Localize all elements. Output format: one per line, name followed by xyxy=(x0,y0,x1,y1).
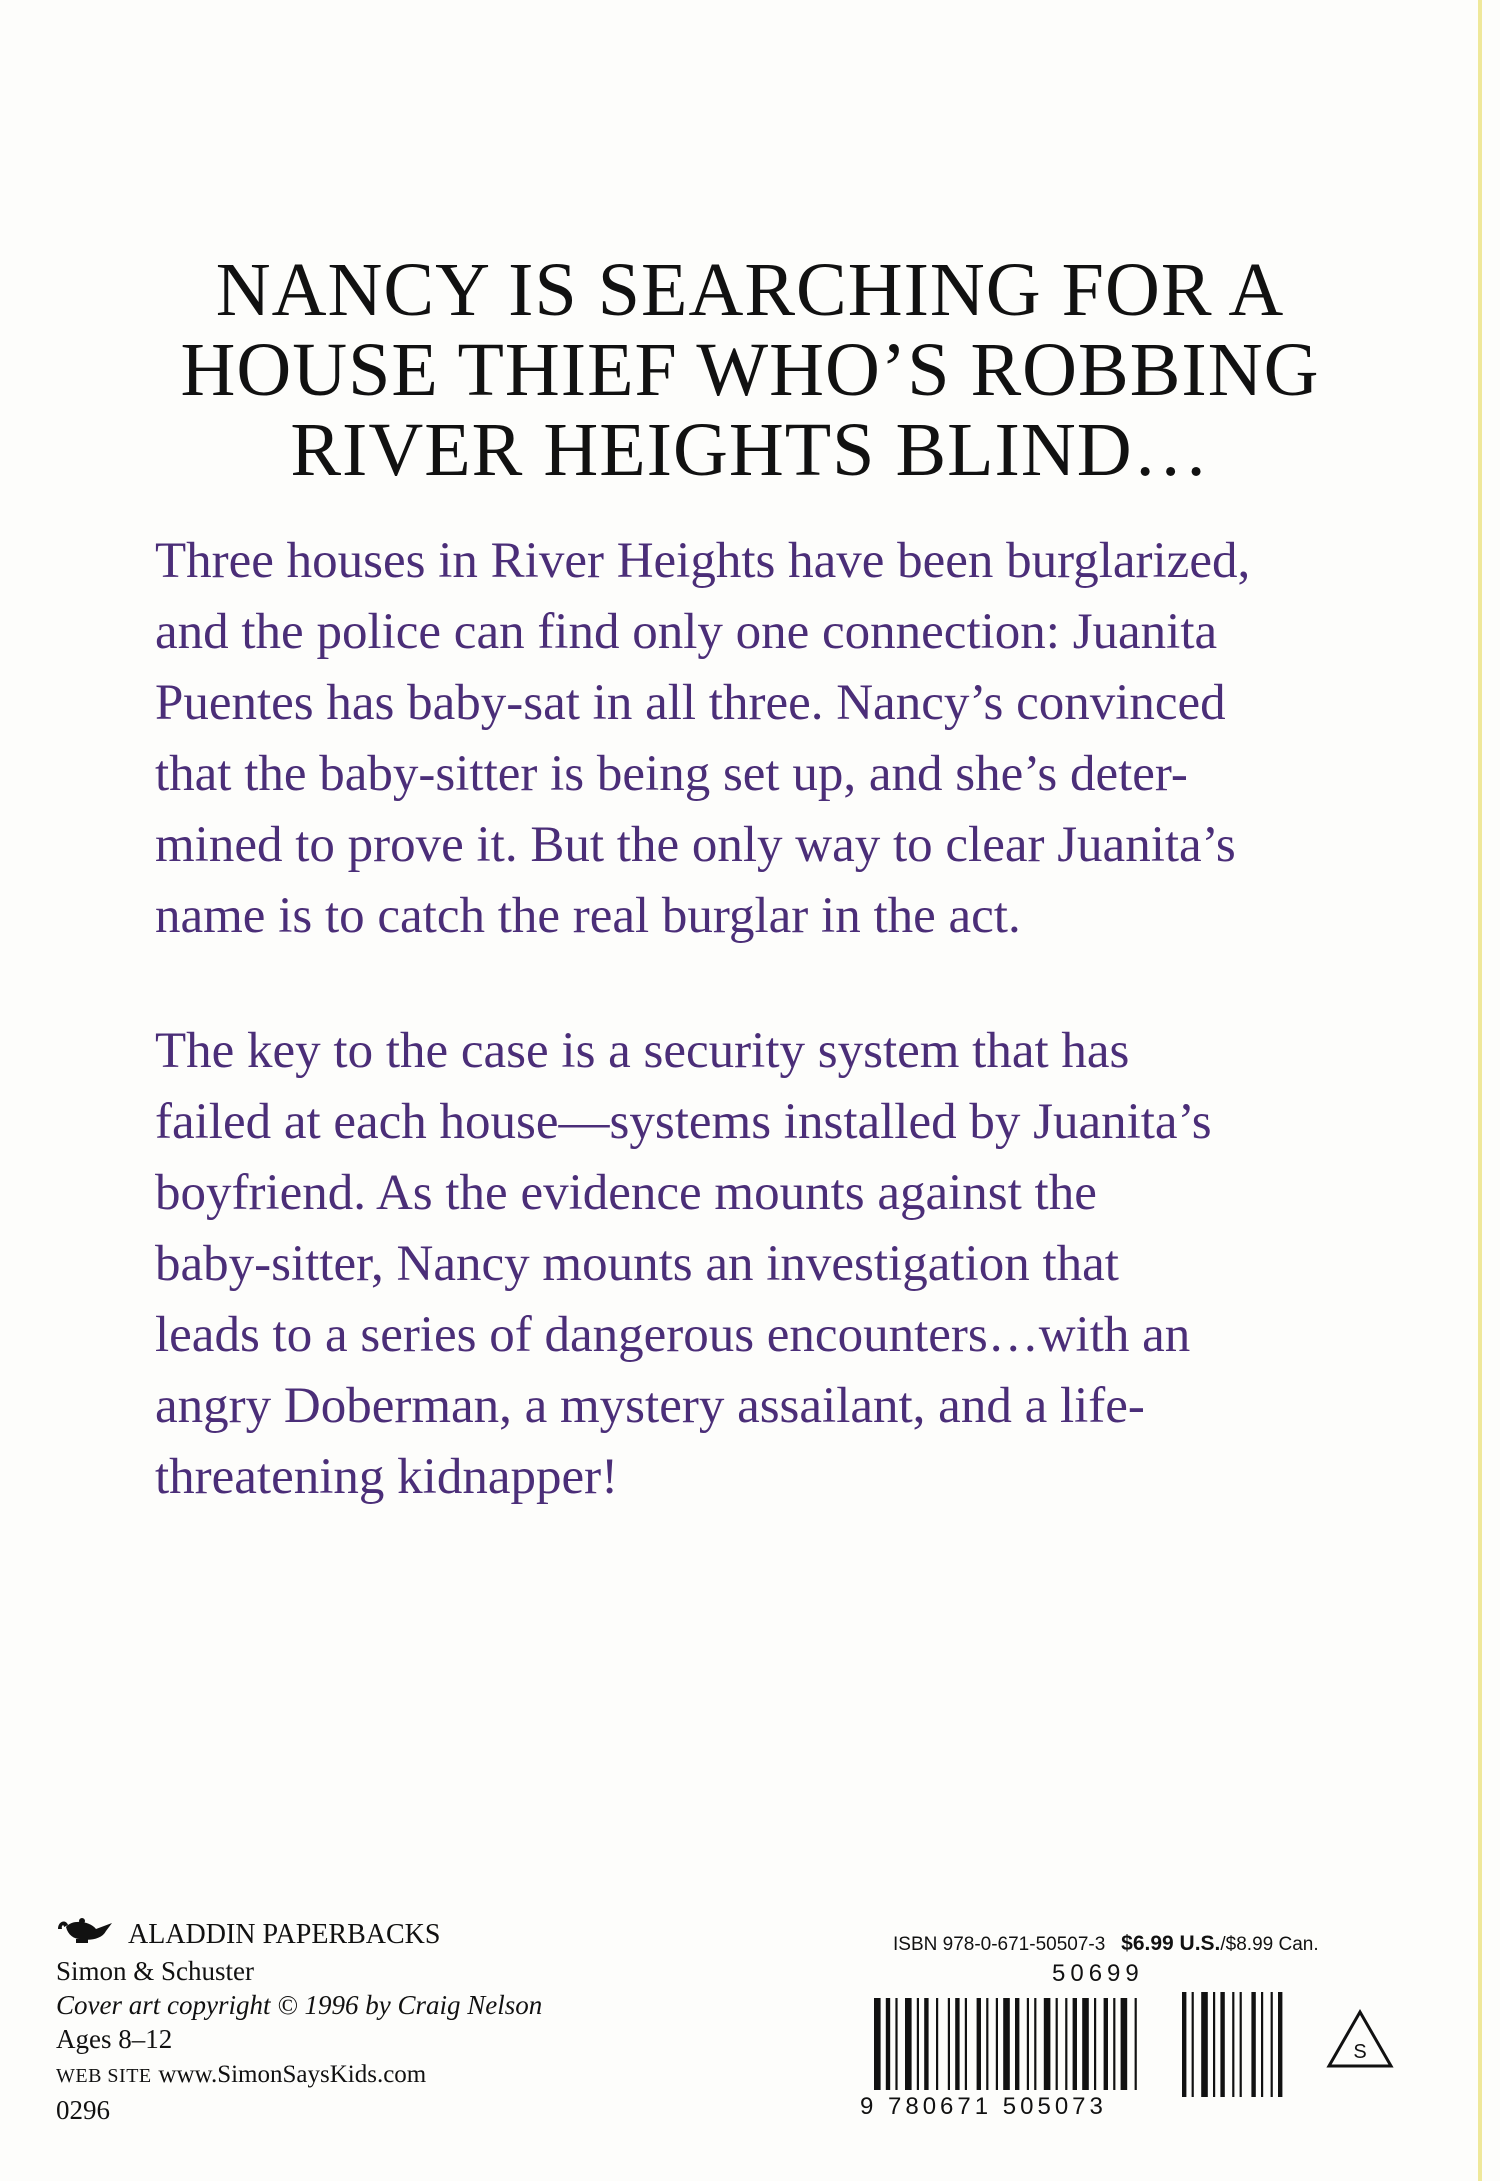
supplement-bar xyxy=(1240,1992,1242,2097)
supplement-bar xyxy=(1213,1992,1215,2097)
supplement-bar xyxy=(1201,1992,1208,2097)
supplement-bar xyxy=(1278,1992,1282,2097)
barcode-bar xyxy=(1113,1998,1115,2090)
publisher-row xyxy=(56,1915,676,1954)
headline-line: NANCY IS SEARCHING FOR A xyxy=(215,248,1285,332)
text-line: Three houses in River Heights have been burglarized, xyxy=(155,533,1251,589)
text-line: failed at each house—systems installed by Juanita’s xyxy=(155,1094,1212,1150)
triangle-letter: S xyxy=(1353,2041,1367,2063)
price-can: /$8.99 Can. xyxy=(1220,1934,1319,1955)
supplement-digits: 50699 xyxy=(1052,1960,1144,1987)
barcode-bar xyxy=(986,1998,988,2090)
cover-edge-stripe xyxy=(1478,0,1482,2181)
barcode-bar xyxy=(936,1998,938,2090)
barcode-block xyxy=(860,1960,1420,2120)
text-line: that the baby-sitter is being set up, and she’s deter- xyxy=(155,746,1188,802)
barcode-bar xyxy=(886,1998,890,2090)
barcode-bar xyxy=(977,1998,981,2090)
supplement-bar xyxy=(1220,1992,1224,2097)
age-range: Ages 8–12 xyxy=(56,2024,173,2054)
price-us: $6.99 U.S. xyxy=(1121,1932,1221,1955)
supplement-bar xyxy=(1192,1992,1194,2097)
publisher-name: ALADDIN PAPERBACKS xyxy=(128,1918,441,1950)
barcode-bar xyxy=(917,1998,919,2090)
barcode-bar xyxy=(1073,1998,1077,2090)
supplement-bar xyxy=(1271,1992,1273,2097)
barcode-bar xyxy=(1121,1998,1128,2090)
barcode-bar xyxy=(1104,1998,1108,2090)
supplement-bar xyxy=(1261,1992,1263,2097)
barcode-bar xyxy=(895,1998,897,2090)
cover-art-credit: Cover art copyright © 1996 by Craig Nelson xyxy=(56,1990,543,2020)
triangle-mark xyxy=(1325,2008,1395,2070)
text-line: boyfriend. As the evidence mounts against the xyxy=(155,1165,1097,1221)
isbn: ISBN 978-0-671-50507-3 xyxy=(893,1934,1106,1955)
text-line: baby-sitter, Nancy mounts an investigation that xyxy=(155,1236,1119,1292)
supplement-bar xyxy=(1232,1992,1234,2097)
text-line: name is to catch the real burglar in the act. xyxy=(155,888,1021,944)
barcode-bar xyxy=(905,1998,912,2090)
publisher-imprint xyxy=(56,1915,676,2127)
print-code: 0296 xyxy=(56,2095,110,2125)
barcode-bar xyxy=(1003,1998,1010,2090)
barcode-bar xyxy=(924,1998,928,2090)
barcode-digits: 9 780671 505073 xyxy=(860,2093,1107,2120)
isbn-price-line xyxy=(893,1932,1319,1956)
headline-line: RIVER HEIGHTS BLIND… xyxy=(290,408,1210,492)
website-label: WEB SITE xyxy=(56,2065,152,2087)
barcode-bar xyxy=(1056,1998,1058,2090)
barcode-bar xyxy=(1094,1998,1096,2090)
barcode-bar xyxy=(1044,1998,1051,2090)
barcode-bar xyxy=(874,1998,881,2090)
supplement-bar xyxy=(1182,1992,1186,2097)
text-line: mined to prove it. But the only way to clear Juanita’s xyxy=(155,817,1236,873)
barcode-bar xyxy=(996,1998,998,2090)
website-row xyxy=(56,2056,676,2093)
barcode-bar xyxy=(1027,1998,1029,2090)
barcode-bar xyxy=(948,1998,950,2090)
aladdin-lamp-icon xyxy=(56,1915,118,1954)
text-line: threatening kidnapper! xyxy=(155,1449,619,1505)
text-line: The key to the case is a security system that has xyxy=(155,1023,1130,1079)
website-url: www.SimonSaysKids.com xyxy=(158,2061,427,2088)
text-line: leads to a series of dangerous encounters…with an xyxy=(155,1307,1191,1363)
barcode-bar xyxy=(1034,1998,1036,2090)
barcode-bar xyxy=(965,1998,967,2090)
barcode-bar xyxy=(955,1998,959,2090)
headline xyxy=(120,250,1380,490)
synopsis-paragraph-2 xyxy=(155,1016,1355,1513)
text-line: angry Doberman, a mystery assailant, and a life- xyxy=(155,1378,1145,1434)
company-name: Simon & Schuster xyxy=(56,1956,255,1986)
headline-line: HOUSE THIEF WHO’S ROBBING xyxy=(180,328,1320,412)
barcode-bar xyxy=(1082,1998,1089,2090)
barcode-bar xyxy=(1065,1998,1067,2090)
barcode-bar xyxy=(1135,1998,1137,2090)
synopsis-paragraph-1 xyxy=(155,526,1355,952)
text-line: and the police can find only one connection: Juanita xyxy=(155,604,1218,660)
supplement-bar xyxy=(1251,1992,1255,2097)
text-line: Puentes has baby-sat in all three. Nancy’s convinced xyxy=(155,675,1226,731)
barcode-bar xyxy=(1015,1998,1019,2090)
